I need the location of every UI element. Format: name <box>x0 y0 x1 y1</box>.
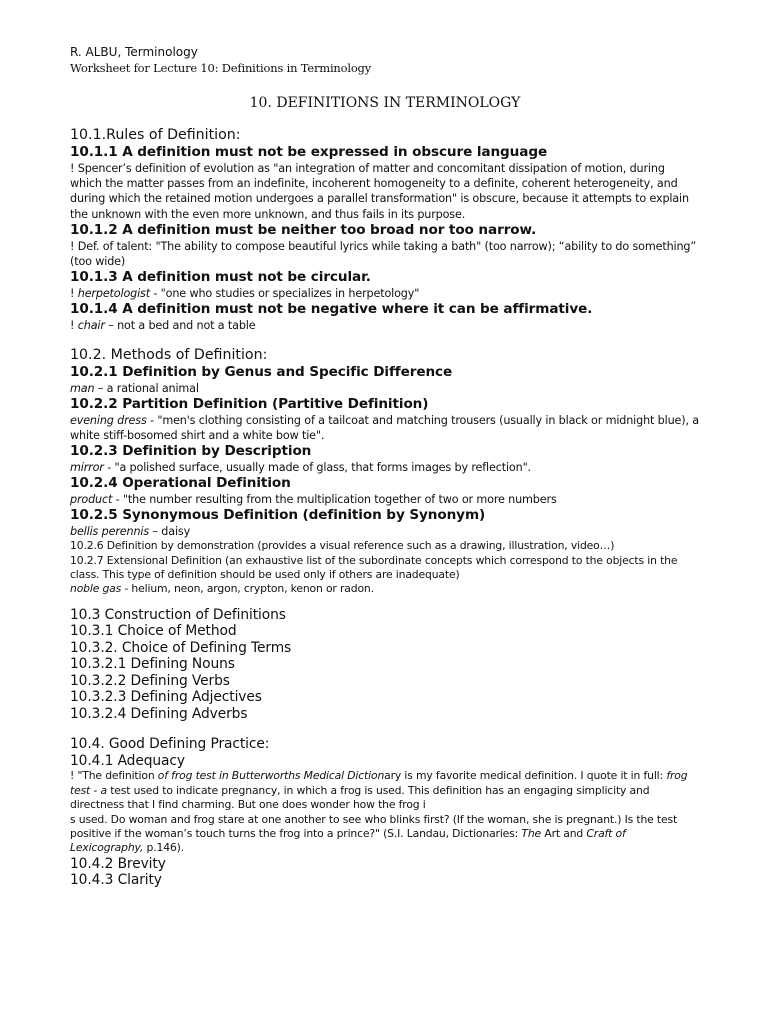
example-definition: – a rational animal <box>94 381 199 395</box>
construction-item: 10.3.2.2 Defining Verbs <box>70 672 230 689</box>
quote-italic: Craft of Lexicography, <box>70 826 626 855</box>
quote-italic: The <box>521 826 542 840</box>
example-term: noble gas <box>70 582 122 596</box>
adequacy-heading: 10.4.1 Adequacy <box>70 752 185 769</box>
rule-2-text: ! Def. of talent: "The ability to compose beautiful lyrics while taking a bath" (too narrow); “ability to do something” (too wide) <box>70 239 697 269</box>
example-term: bellis perennis <box>70 524 150 538</box>
example-term: herpetologist <box>77 286 150 300</box>
construction-item: 10.3.2.1 Defining Nouns <box>70 656 235 673</box>
example-term: chair <box>77 318 105 332</box>
quote-italic: frog test - a <box>70 769 688 797</box>
quote-text: p.146). <box>143 841 185 855</box>
method-5-example <box>70 524 700 539</box>
clarity-heading: 10.4.3 Clarity <box>70 872 162 889</box>
example-definition: - helium, neon, argon, crypton, kenon or radon. <box>121 582 374 596</box>
method-4-example <box>70 492 700 507</box>
example-term: evening dress <box>70 413 147 427</box>
example-term: product <box>70 492 113 506</box>
author-line: R. ALBU, Terminology <box>70 45 198 59</box>
example-definition: - "men's clothing consisting of a tailcoat and matching trousers (usually in black or midnight blue), a white stiff-bosomed shirt and a white bow tie". <box>70 413 699 443</box>
method-4-heading: 10.2.4 Operational Definition <box>70 475 291 492</box>
quote-text: ! "The definition <box>70 769 158 783</box>
methods-heading: 10.2. Methods of Definition: <box>70 347 268 364</box>
example-definition: - "the number resulting from the multiplication together of two or more numbers <box>112 492 557 506</box>
rule-1-text: ! Spencer’s definition of evolution as "an integration of matter and concomitant dissipation of motion, during which the matter passes from an indefinite, incoherent homogeneity to a definite, coherent heterogeneity, and during which the retained motion undergoes a parallel transformation" is obscure, because it attempts to explain the unknown with the even more unknown, and thus fails in its purpose. <box>70 161 689 221</box>
adequacy-quote <box>70 769 700 855</box>
method-1-example <box>70 381 700 396</box>
example-definition: – daisy <box>149 524 191 538</box>
exclamation-marker: ! <box>70 318 78 332</box>
method-6-text: 10.2.6 Definition by demonstration (provides a visual reference such as a drawing, illustration, video…) <box>70 539 615 553</box>
rules-heading: 10.1.Rules of Definition: <box>70 127 241 143</box>
quote-text: Art and <box>541 826 587 840</box>
construction-item: 10.3.1 Choice of Method <box>70 623 237 640</box>
document-title: 10. DEFINITIONS IN TERMINOLOGY <box>249 95 521 111</box>
rule-3-example <box>70 286 700 301</box>
construction-item: 10.3.2.4 Defining Adverbs <box>70 705 248 722</box>
construction-item: 10.3.2.3 Defining Adjectives <box>70 689 262 706</box>
rule-3-heading: 10.1.3 A definition must not be circular. <box>70 269 371 286</box>
example-definition: - "a polished surface, usually made of glass, that forms images by reflection". <box>103 460 531 474</box>
method-2-heading: 10.2.2 Partition Definition (Partitive Definition) <box>70 396 429 413</box>
method-7-example <box>70 582 700 596</box>
example-term: man <box>70 381 95 395</box>
worksheet-line: Worksheet for Lecture 10: Definitions in Terminology <box>70 61 372 75</box>
example-definition: – not a bed and not a table <box>104 318 256 332</box>
method-2-example <box>70 413 700 444</box>
quote-text: s used. Do woman and frog stare at one another to see who blinks first? (If the woman, she is pregnant.) Is the test positive if the woman’s touch turns the frog into a prince?" (S.I. Landau, Dictionaries: <box>70 812 678 840</box>
exclamation-marker: ! <box>70 286 78 300</box>
method-7-text: 10.2.7 Extensional Definition (an exhaustive list of the subordinate concepts which correspond to the objects in the class. This type of definition should be used only if others are inadequate) <box>70 553 678 581</box>
construction-heading: 10.3 Construction of Definitions <box>70 606 286 623</box>
quote-text: test used to indicate pregnancy, in which a frog is used. This definition has an engaging simplicity and directness that I find charming. But one does wonder how the frog i <box>70 783 650 812</box>
rule-4-example <box>70 318 700 333</box>
method-5-heading: 10.2.5 Synonymous Definition (definition by Synonym) <box>70 507 486 524</box>
rule-4-heading: 10.1.4 A definition must not be negative where it can be affirmative. <box>70 301 593 318</box>
quote-italic: of frog test in Butterworths Medical Diction <box>157 769 385 783</box>
method-3-heading: 10.2.3 Definition by Description <box>70 443 312 460</box>
rule-1-heading: 10.1.1 A definition must not be expressed in obscure language <box>70 144 548 160</box>
example-term: mirror <box>70 460 104 474</box>
rule-2-heading: 10.1.2 A definition must be neither too broad nor too narrow. <box>70 222 537 239</box>
practice-heading: 10.4. Good Defining Practice: <box>70 736 270 753</box>
example-definition: - "one who studies or specializes in herpetology" <box>149 286 420 300</box>
construction-item: 10.3.2. Choice of Defining Terms <box>70 639 292 656</box>
method-3-example <box>70 460 700 475</box>
quote-text: ary is my favorite medical definition. I quote it in full: <box>384 769 667 783</box>
method-1-heading: 10.2.1 Definition by Genus and Specific Difference <box>70 364 453 381</box>
document-page <box>70 44 700 889</box>
brevity-heading: 10.4.2 Brevity <box>70 855 166 872</box>
